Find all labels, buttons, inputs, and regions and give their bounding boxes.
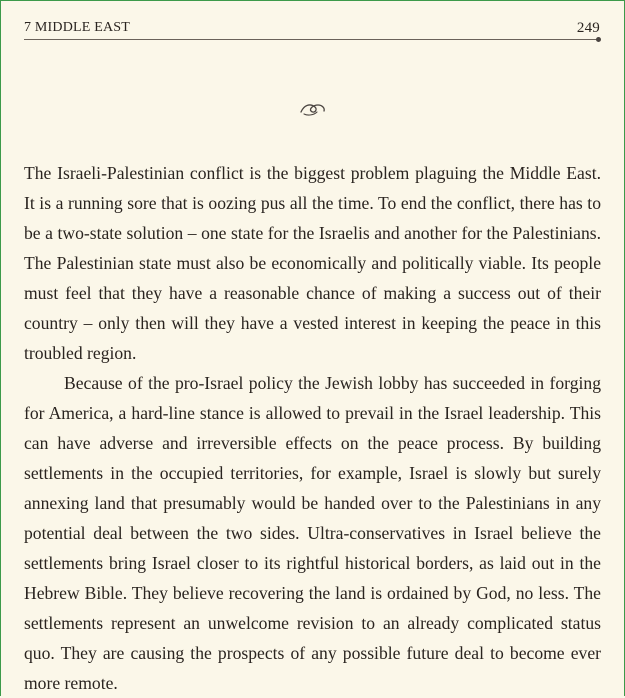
paragraph: The Israeli-Palestinian conflict is the biggest problem plaguing the Middle East. It is a running sore that is oozing pus all the time. To end the conflict, there has to be a two-state solution – one state for the Israelis and another for the Palestinians. The Palestinian state must also be economically and politically viable. Its people must feel that they have a reasonable chance of making a success out of their country – only then will they have a vested interest in keeping the peace in this troubled region.: [24, 163, 601, 363]
swash-ornament-icon: [298, 100, 328, 118]
header-rule-dot: [596, 37, 601, 42]
paragraph: Because of the pro-Israel policy the Jewish lobby has succeeded in forging for America, a hard-line stance is allowed to prevail in the Israel leadership. This can have adverse and irreversible effects on the peace process. By building settlements in the occupied territories, for example, Israel is slowly but surely annexing land that presumably would be handed over to the Palestinians in any potential deal between the two sides. Ultra-conservatives in Israel believe the settlements bring Israel closer to its rightful historical borders, as laid out in the Hebrew Bible. They believe recovering the land is ordained by God, no less. The settlements represent an unwelcome revision to an already complicated status quo. They are causing the prospects of any possible future deal to become ever more remote.: [24, 373, 601, 693]
running-head: [24, 20, 600, 40]
body-text: [24, 158, 601, 698]
page-number: 249: [576, 20, 600, 36]
header-rule: [24, 39, 600, 40]
chapter-label: 7 MIDDLE EAST: [24, 20, 131, 35]
